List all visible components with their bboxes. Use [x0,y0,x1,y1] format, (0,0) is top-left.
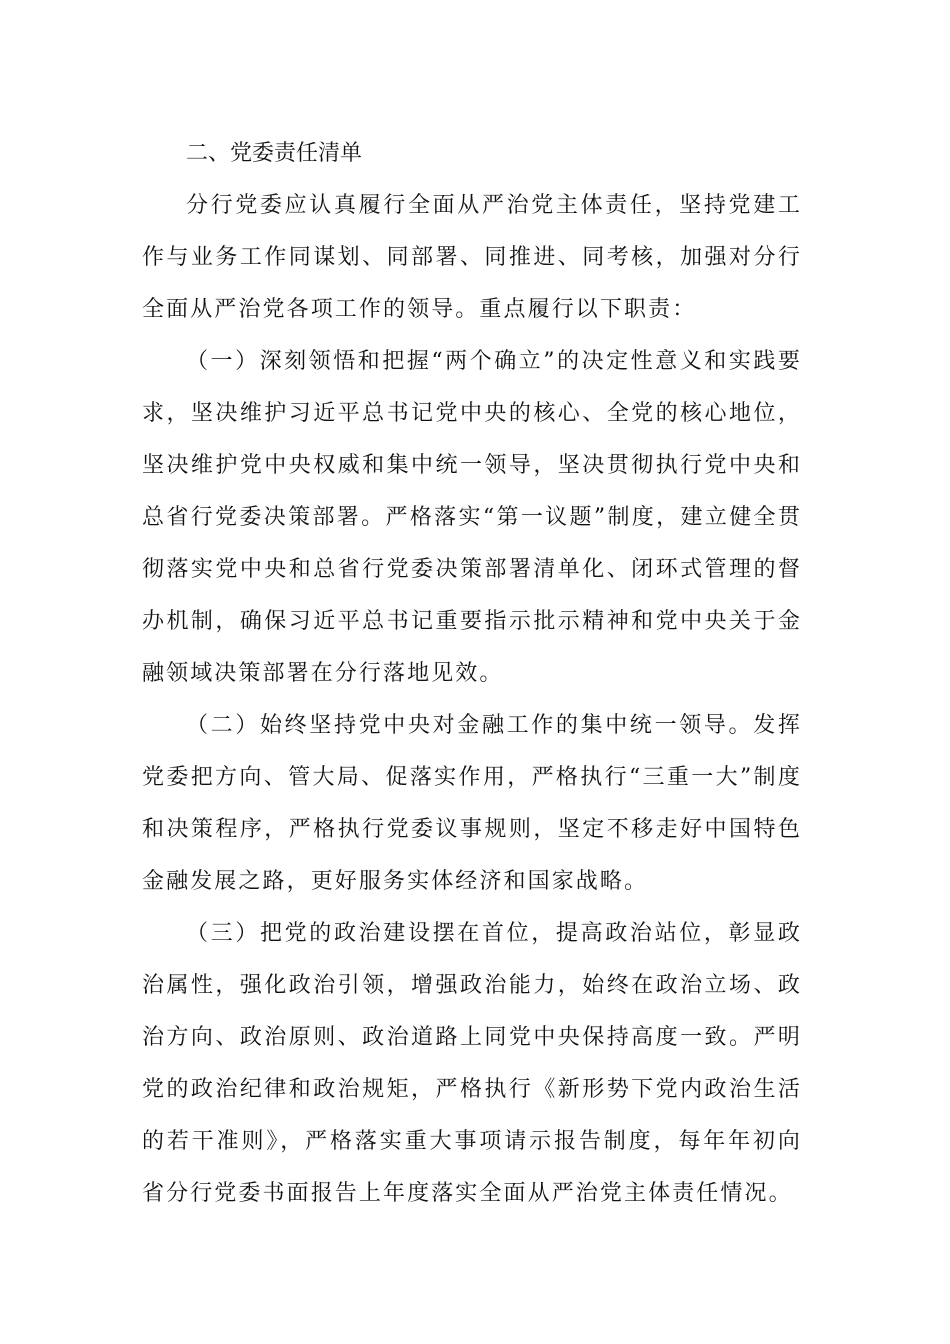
paragraph-item-1: （一）深刻领悟和把握“两个确立”的决定性意义和实践要求，坚决维护习近平总书记党中央的核心、全党的核心地位，坚决维护党中央权威和集中统一领导，坚决贯彻执行党中央和总省行党委决策部署。严格落实“第一议题”制度，建立健全贯彻落实党中央和总省行党委决策部署清单化、闭环式管理的督办机制，确保习近平总书记重要指示批示精神和党中央关于金融领域决策部署在分行落地见效。 [142,349,802,686]
paragraph-intro: 分行党委应认真履行全面从严治党主体责任，坚持党建工作与业务工作同谋划、同部署、同推进、同考核，加强对分行全面从严治党各项工作的领导。重点履行以下职责： [142,193,802,322]
paragraph-item-3: （三）把党的政治建设摆在首位，提高政治站位，彰显政治属性，强化政治引领，增强政治能力，始终在政治立场、政治方向、政治原则、政治道路上同党中央保持高度一致。严明党的政治纪律和政治规矩，严格执行《新形势下党内政治生活的若干准则》，严格落实重大事项请示报告制度，每年年初向省分行党委书面报告上年度落实全面从严治党主体责任情况。 [142,921,802,1206]
document-body [142,128,802,1220]
paragraph-item-2: （二）始终坚持党中央对金融工作的集中统一领导。发挥党委把方向、管大局、促落实作用，严格执行“三重一大”制度和决策程序，严格执行党委议事规则，坚定不移走好中国特色金融发展之路，更好服务实体经济和国家战略。 [142,713,802,894]
section-heading: 二、党委责任清单 [186,141,363,166]
